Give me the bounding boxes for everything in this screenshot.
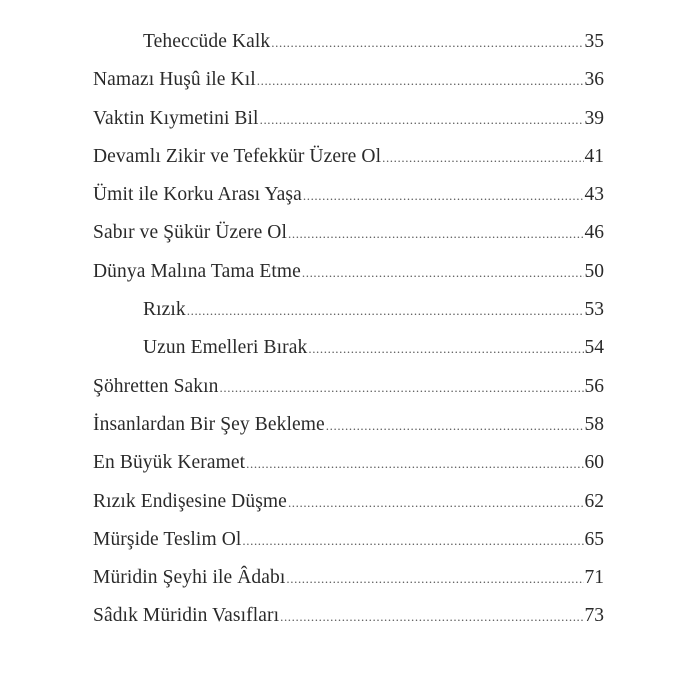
toc-dot-leader [242, 526, 583, 556]
toc-entry [93, 27, 604, 65]
toc-entry-title: Sâdık Müridin Vasıfları [93, 605, 280, 627]
toc-entry-title: Vaktin Kıymetini Bil [93, 107, 259, 129]
toc-entry-page: 71 [584, 567, 604, 589]
toc-dot-leader [246, 449, 583, 479]
toc-dot-leader [302, 258, 584, 288]
toc-entry [93, 65, 604, 103]
toc-entry-title: Ümit ile Korku Arası Yaşa [93, 184, 302, 206]
toc-entry [93, 104, 604, 142]
toc-entry-page: 54 [584, 337, 604, 359]
toc-entry [93, 410, 604, 448]
toc-dot-leader [280, 602, 583, 632]
toc-entry-title: Rızık [143, 299, 186, 321]
toc-entry [93, 487, 604, 525]
toc-dot-leader [288, 488, 584, 518]
toc-entry-page: 50 [584, 260, 604, 282]
toc-entry [93, 295, 604, 333]
toc-entry [93, 257, 604, 295]
toc-entry [93, 448, 604, 486]
toc-dot-leader [260, 105, 584, 135]
toc-dot-leader [382, 143, 583, 173]
toc-dot-leader [257, 66, 584, 96]
toc-entry [93, 180, 604, 218]
toc-entry-page: 60 [584, 452, 604, 474]
toc-entry-title: Müridin Şeyhi ile Âdabı [93, 567, 286, 589]
toc-entry-page: 58 [584, 413, 604, 435]
toc-entry-title: Dünya Malına Tama Etme [93, 260, 301, 282]
toc-entry-page: 56 [584, 375, 604, 397]
toc-dot-leader [286, 564, 583, 594]
toc-dot-leader [220, 373, 584, 403]
toc-entry-title: Uzun Emelleri Bırak [143, 337, 308, 359]
toc-dot-leader [326, 411, 584, 441]
table-of-contents [93, 27, 604, 640]
toc-entry [93, 142, 604, 180]
toc-entry-page: 36 [584, 69, 604, 91]
toc-dot-leader [308, 334, 583, 364]
toc-entry-title: Teheccüde Kalk [143, 31, 271, 52]
toc-dot-leader [303, 181, 584, 211]
toc-entry-page: 73 [584, 605, 604, 627]
toc-entry-page: 41 [584, 145, 604, 167]
toc-entry [93, 525, 604, 563]
toc-entry-title: Mürşide Teslim Ol [93, 528, 242, 550]
toc-entry-page: 62 [584, 490, 604, 512]
toc-entry-page: 53 [584, 299, 604, 321]
toc-dot-leader [271, 28, 583, 58]
toc-entry-page: 39 [584, 107, 604, 129]
toc-entry-page: 35 [584, 31, 604, 52]
toc-entry-page: 46 [584, 222, 604, 244]
toc-entry [93, 563, 604, 601]
toc-entry [93, 218, 604, 256]
toc-dot-leader [187, 296, 584, 326]
toc-entry-title: Rızık Endişesine Düşme [93, 490, 287, 512]
toc-entry [93, 333, 604, 371]
toc-entry-title: En Büyük Keramet [93, 452, 246, 474]
toc-dot-leader [288, 219, 584, 249]
toc-entry-title: Namazı Huşû ile Kıl [93, 69, 256, 91]
toc-entry-title: Şöhretten Sakın [93, 375, 219, 397]
toc-entry [93, 372, 604, 410]
toc-entry-page: 43 [584, 184, 604, 206]
toc-entry-title: Devamlı Zikir ve Tefekkür Üzere Ol [93, 145, 382, 167]
toc-entry [93, 601, 604, 639]
toc-entry-title: Sabır ve Şükür Üzere Ol [93, 222, 287, 244]
toc-entry-title: İnsanlardan Bir Şey Bekleme [93, 413, 325, 435]
toc-entry-page: 65 [584, 528, 604, 550]
